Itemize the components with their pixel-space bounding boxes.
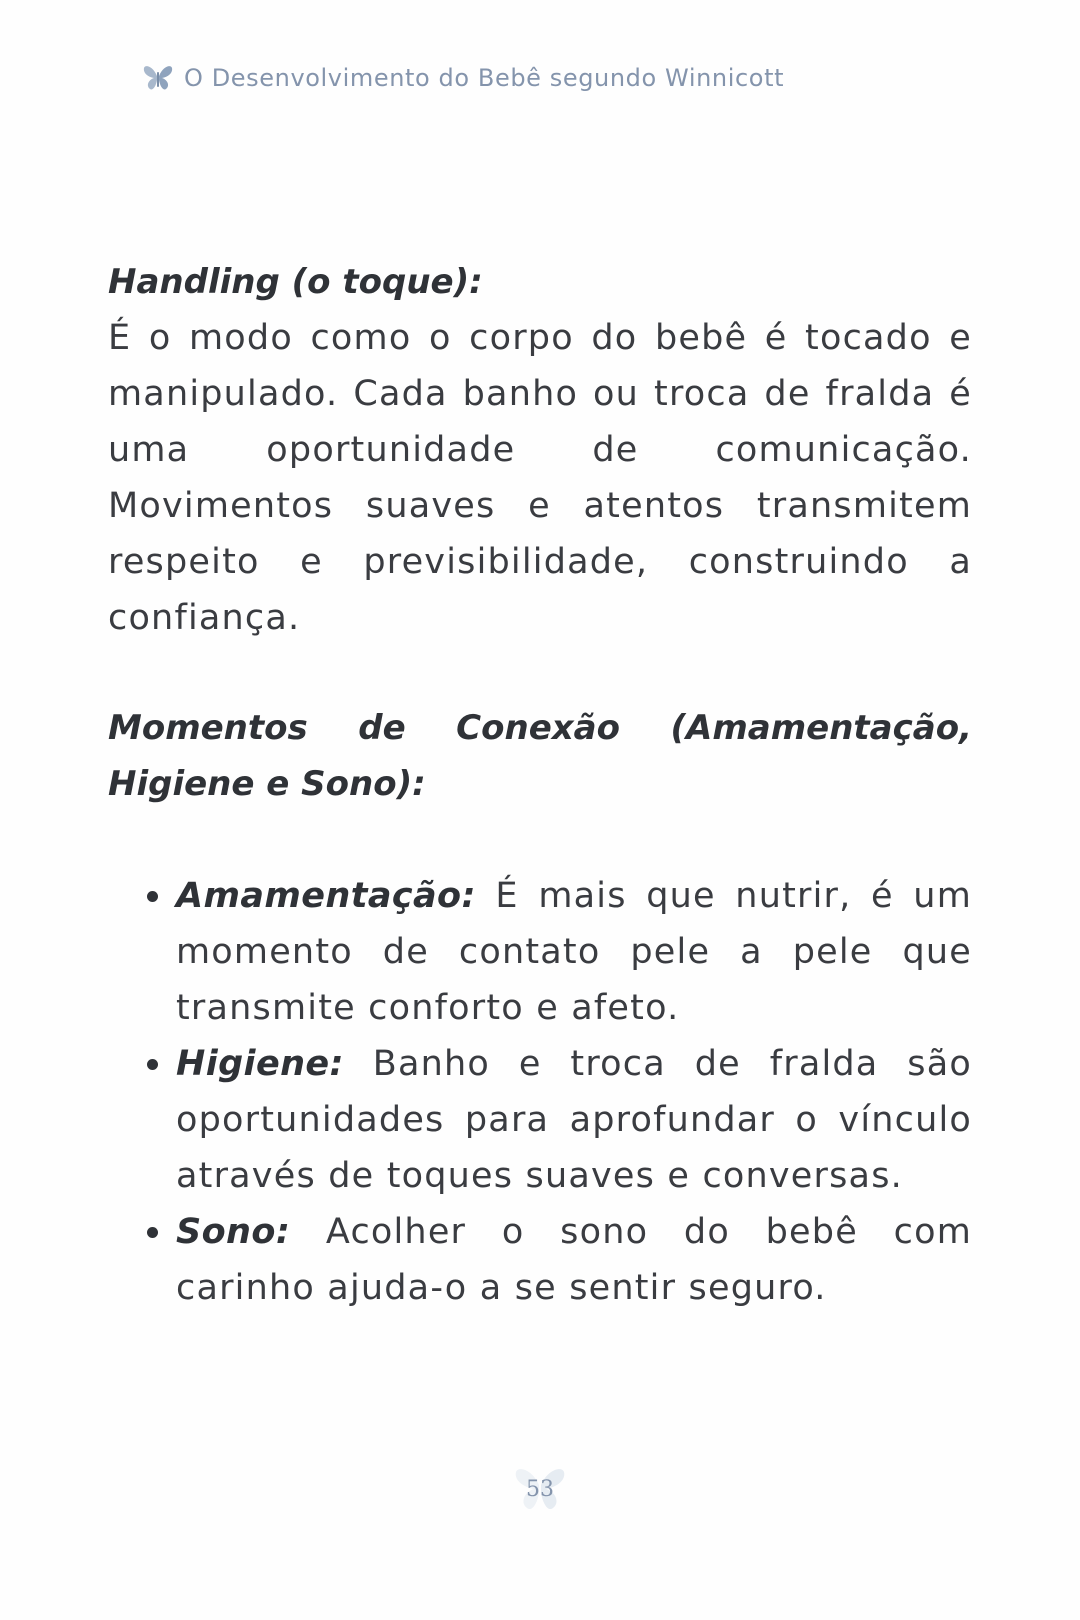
bullet-icon xyxy=(147,891,158,902)
list-item-text: Banho e troca de fralda são oportunidades para aprofundar o vínculo através de toques suaves e conversas. xyxy=(176,1044,972,1196)
list-item-text: É mais que nutrir, é um momento de contato pele a pele que transmite conforto e afeto. xyxy=(176,876,972,1028)
page-footer xyxy=(514,1465,566,1515)
moments-heading: Momentos de Conexão (Amamentação, Higiene e Sono): xyxy=(108,708,972,804)
moments-list xyxy=(108,868,972,1316)
list-item-term: Higiene: xyxy=(176,1044,344,1084)
handling-heading: Handling (o toque): xyxy=(108,262,483,302)
list-item-term: Amamentação: xyxy=(176,876,476,916)
handling-paragraph: É o modo como o corpo do bebê é tocado e manipulado. Cada banho ou troca de fralda é uma oportunidade de comunicação. Movimentos suaves e atentos transmitem respeito e previsibilidade, construindo a confiança. xyxy=(108,318,972,638)
running-header-title: O Desenvolvimento do Bebê segundo Winnicott xyxy=(184,64,785,92)
page-content xyxy=(108,254,972,1316)
list-item-term: Sono: xyxy=(176,1212,291,1252)
list-item-text: Acolher o sono do bebê com carinho ajuda-o a se sentir seguro. xyxy=(176,1212,972,1308)
bullet-icon xyxy=(147,1059,158,1070)
page-number: 53 xyxy=(526,1477,554,1502)
running-header xyxy=(143,60,784,96)
bullet-icon xyxy=(147,1227,158,1238)
list-item xyxy=(176,1204,972,1316)
list-item xyxy=(176,868,972,1036)
list-item xyxy=(176,1036,972,1204)
butterfly-icon xyxy=(143,64,173,92)
